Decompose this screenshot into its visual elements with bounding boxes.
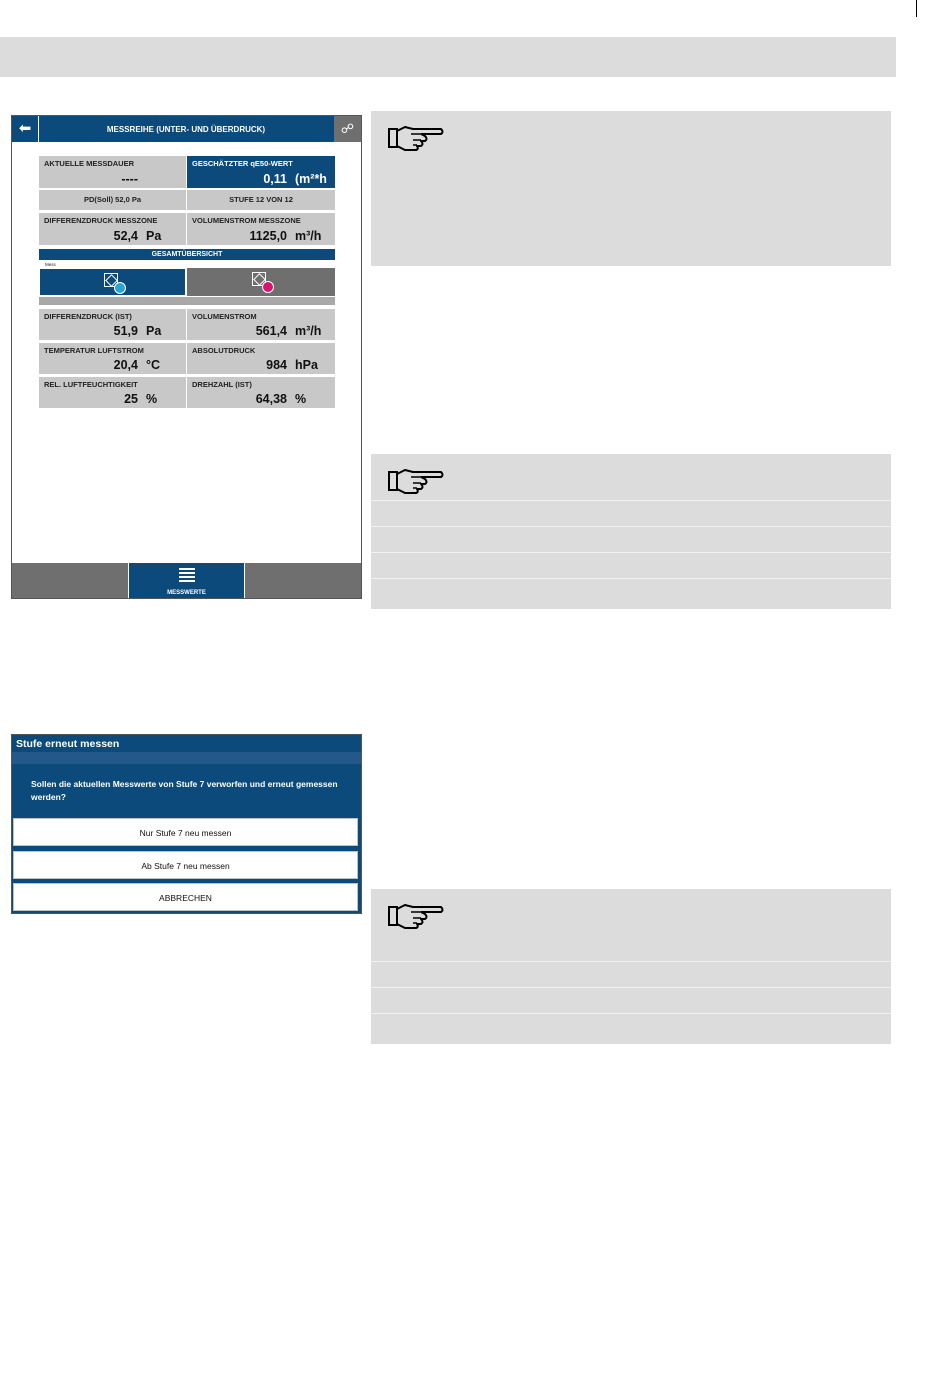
tile-diff-messzone (39, 213, 186, 245)
note-box-3 (371, 889, 891, 1044)
only-stage-button[interactable]: Nur Stufe 7 neu messen (13, 818, 358, 846)
pointing-hand-icon (387, 464, 445, 496)
tile-label: REL. LUFTFEUCHTIGKEIT (44, 380, 138, 389)
divider (371, 526, 891, 527)
from-stage-button[interactable]: Ab Stufe 7 neu messen (13, 851, 358, 879)
screen-footer (12, 563, 361, 598)
tile-value: 1125,0 m³/h (249, 229, 322, 243)
tile-label: GESCHÄTZTER qE50-WERT (192, 159, 293, 168)
tile-value: 984 hPa (266, 358, 318, 372)
note-box-2 (371, 454, 891, 609)
mess-label: Mess (45, 262, 56, 267)
tile-value: 25 % (124, 392, 158, 406)
fan-strip (39, 297, 335, 305)
tile-pd-soll: PD(Soll) 52,0 Pa (39, 190, 186, 210)
link-icon[interactable]: ☍ (334, 116, 361, 142)
tile-feuchte (39, 377, 186, 408)
tile-absolutdruck (187, 343, 335, 374)
tile-value: 0,11 (m²*h (263, 172, 327, 186)
tile-volumenstrom (187, 309, 335, 340)
fan-button-left[interactable] (39, 268, 186, 296)
status-dot-cyan (114, 282, 126, 294)
tile-value: 51,9 Pa (113, 324, 162, 338)
cancel-button[interactable]: ABBRECHEN (13, 883, 358, 911)
tile-value: ---- (121, 172, 138, 186)
back-arrow-icon[interactable]: ⬅ (12, 116, 39, 142)
divider (371, 578, 891, 579)
menu-icon (179, 568, 195, 582)
tile-label: DREHZAHL (IST) (192, 380, 252, 389)
tile-label: DIFFERENZDRUCK (IST) (44, 312, 132, 321)
page-header-bar (0, 37, 896, 77)
tile-temperatur (39, 343, 186, 374)
tile-label: ABSOLUTDRUCK (192, 346, 256, 355)
pointing-hand-icon (387, 121, 445, 153)
tile-qe50 (187, 156, 335, 188)
remeasure-dialog (11, 734, 362, 914)
dialog-message: Sollen die aktuellen Messwerte von Stufe 7 verworfen und erneut gemessen werden? (31, 779, 338, 802)
tile-label: DIFFERENZDRUCK MESSZONE (44, 216, 158, 225)
tile-label: AKTUELLE MESSDAUER (44, 159, 135, 168)
status-dot-magenta (262, 281, 274, 293)
footer-label: MESSWERTE (167, 590, 206, 596)
tile-drehzahl (187, 377, 335, 408)
measurement-screen (11, 115, 362, 599)
pointing-hand-icon (387, 899, 445, 931)
tile-value: 20,4 °C (113, 358, 161, 372)
tile-label: VOLUMENSTROM MESSZONE (192, 216, 301, 225)
divider (371, 552, 891, 553)
screen-title: MESSREIHE (UNTER- UND ÜBERDRUCK) (106, 125, 266, 134)
dialog-title: Stufe erneut messen (16, 738, 120, 750)
divider (371, 961, 891, 962)
tile-value: 64,38 % (255, 392, 307, 406)
tile-stufe: STUFE 12 VON 12 (187, 190, 335, 210)
margin-marker (916, 0, 917, 17)
fan-button-right[interactable] (187, 268, 335, 296)
divider (371, 987, 891, 988)
screen-header (12, 116, 361, 142)
tile-value: 52,4 Pa (113, 229, 162, 243)
dialog-separator (12, 752, 361, 764)
tile-label: VOLUMENSTROM (192, 312, 257, 321)
note-box-1 (371, 111, 891, 266)
divider (371, 1013, 891, 1014)
tile-vol-messzone (187, 213, 335, 245)
messwerte-button[interactable] (128, 563, 245, 598)
tile-label: TEMPERATUR LUFTSTROM (44, 346, 144, 355)
tile-diff-ist (39, 309, 186, 340)
divider (371, 500, 891, 501)
tile-messdauer (39, 156, 186, 188)
tile-value: 561,4 m³/h (255, 324, 322, 338)
overview-button[interactable]: GESAMTÜBERSICHT (39, 249, 335, 260)
